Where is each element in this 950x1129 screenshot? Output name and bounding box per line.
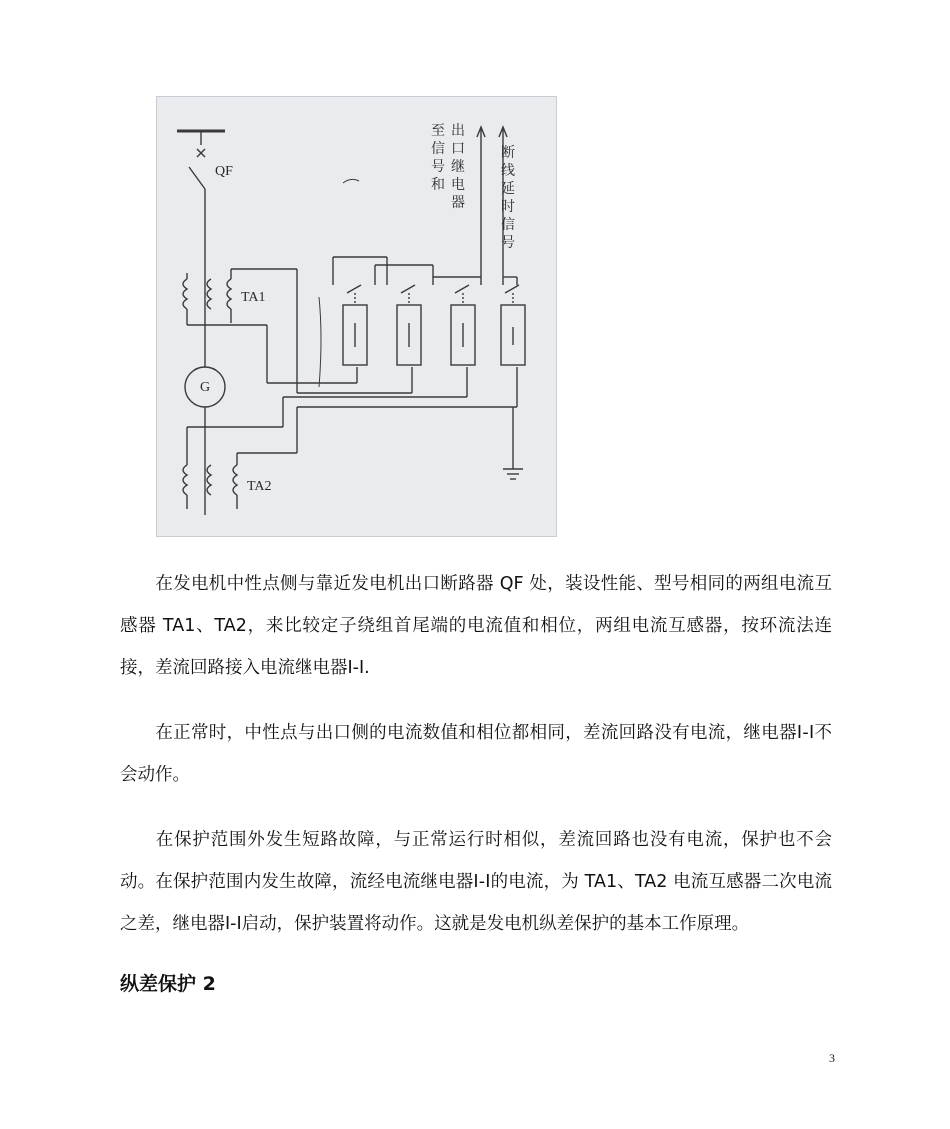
signal-label-right-6: 号 [501, 235, 515, 251]
paragraph-1 [120, 563, 832, 689]
section-heading: 纵差保护 2 [120, 973, 216, 995]
ta2-coil-mid [207, 465, 211, 495]
ta1-coil-left [183, 279, 187, 309]
signal-label-right-5: 信 [501, 217, 515, 233]
qf-label: QF [215, 164, 233, 179]
ta2-label: TA2 [247, 479, 272, 494]
generator-label: G [200, 380, 211, 395]
signal-label-left-4: 和 [431, 177, 445, 193]
circuit-diagram-figure [156, 96, 557, 537]
signal-label-right-3: 延 [501, 181, 515, 197]
signal-label-right-1: 断 [501, 145, 515, 161]
page-number: 3 [829, 1051, 835, 1065]
ta1-label: TA1 [241, 290, 266, 305]
qf-breaker-blade [189, 167, 205, 189]
signal-label-mid-3: 继 [451, 159, 465, 175]
ta2-coil-right [233, 465, 237, 495]
paragraph-2-text: 在正常时，中性点与出口侧的电流数值和相位都相同，差流回路没有电流，继电器Ⅰ-Ⅰ不会动作。 [120, 723, 832, 785]
signal-label-mid-2: 口 [451, 141, 465, 157]
signal-label-mid-5: 器 [451, 195, 465, 211]
signal-label-right-2: 线 [501, 163, 515, 179]
signal-label-mid-4: 电 [451, 177, 465, 193]
signal-label-right-4: 时 [501, 199, 515, 215]
paragraph-2 [120, 712, 832, 796]
ta1-coil-mid [207, 279, 211, 309]
signal-label-left-3: 号 [431, 159, 445, 175]
paragraph-1-text: 在发电机中性点侧与靠近发电机出口断路器 QF 处，装设性能、型号相同的两组电流互感器 TA1、TA2，来比较定子绕组首尾端的电流值和相位，两组电流互感器，按环流法连接，差流回路接入电流继电器Ⅰ-Ⅰ. [120, 574, 832, 678]
ta2-coil-left [183, 465, 187, 495]
paragraph-3 [120, 819, 832, 945]
signal-label-left-2: 信 [431, 141, 445, 157]
ta1-coil-right [227, 279, 231, 309]
paragraph-3-text: 在保护范围外发生短路故障，与正常运行时相似，差流回路也没有电流，保护也不会动。在保护范围内发生故障，流经电流继电器Ⅰ-Ⅰ的电流，为 TA1、TA2 电流互感器二次电流之差，继电器Ⅰ-Ⅰ启动，保护装置将动作。这就是发电机纵差保护的基本工作原理。 [120, 830, 832, 934]
signal-label-left-1: 至 [431, 123, 445, 139]
signal-label-mid-1: 出 [451, 123, 465, 139]
circuit-diagram [157, 97, 558, 538]
